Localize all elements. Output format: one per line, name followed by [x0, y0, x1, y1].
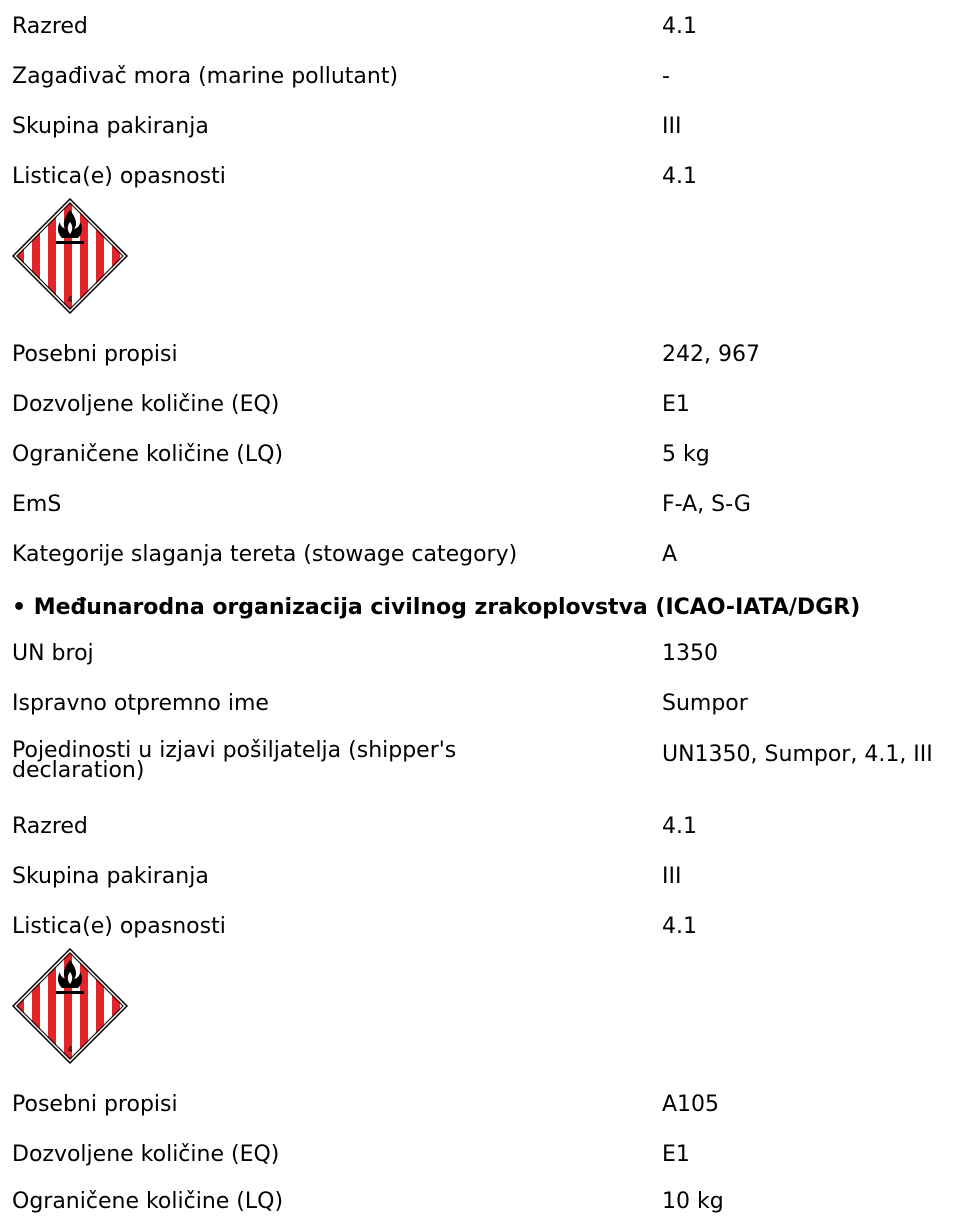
row-label: Ograničene količine (LQ) [12, 442, 284, 467]
row-label: UN broj [12, 641, 94, 666]
row-value: 4.1 [662, 14, 697, 39]
row-label: Razred [12, 814, 88, 839]
row-value: A [662, 542, 678, 567]
row-label: Dozvoljene količine (EQ) [12, 392, 280, 417]
row-label: Razred [12, 14, 88, 39]
placard-stripe [32, 948, 40, 1064]
row-value: E1 [662, 392, 690, 417]
row-label: Zagađivač mora (marine pollutant) [12, 64, 399, 89]
row-label: Skupina pakiranja [12, 114, 209, 139]
placard-stripe [112, 948, 120, 1064]
flammable-solid-placard-icon [12, 948, 128, 1064]
row-value: E1 [662, 1142, 690, 1167]
row-value: 4.1 [662, 814, 697, 839]
placard-stripe [96, 948, 104, 1064]
flammable-solid-placard-icon [12, 198, 128, 314]
row-value: III [662, 864, 682, 889]
row-label: Pojedinosti u izjavi pošiljatelja (shipper's declaration) [12, 738, 457, 783]
row-value: F-A, S-G [662, 492, 751, 517]
row-value: UN1350, Sumpor, 4.1, III [662, 742, 933, 767]
row-value: 1350 [662, 641, 718, 666]
row-label: Posebni propisi [12, 342, 178, 367]
row-value: A105 [662, 1092, 720, 1117]
placard-stripe [112, 198, 120, 314]
row-label: Ispravno otpremno ime [12, 691, 269, 716]
row-label: Listica(e) opasnosti [12, 164, 226, 189]
row-value: 242, 967 [662, 342, 760, 367]
row-value: Sumpor [662, 691, 748, 716]
placard-class-number: 4 [67, 1045, 73, 1054]
placard-class-number: 4 [67, 295, 73, 304]
row-label: Kategorije slaganja tereta (stowage category) [12, 542, 518, 567]
row-label: Skupina pakiranja [12, 864, 209, 889]
row-value: 5 kg [662, 442, 710, 467]
row-value: 4.1 [662, 164, 697, 189]
row-label: Listica(e) opasnosti [12, 914, 226, 939]
row-value: - [662, 64, 670, 89]
placard-graphic [12, 198, 128, 314]
placard-graphic [12, 948, 128, 1064]
row-value: 10 kg [662, 1189, 724, 1214]
row-label: Ograničene količine (LQ) [12, 1189, 284, 1214]
row-value: 4.1 [662, 914, 697, 939]
row-label: Posebni propisi [12, 1092, 178, 1117]
section-heading-air-transport: • Međunarodna organizacija civilnog zrakoplovstva (ICAO-IATA/DGR) [12, 595, 861, 620]
placard-stripe [96, 198, 104, 314]
row-label: Dozvoljene količine (EQ) [12, 1142, 280, 1167]
row-value: III [662, 114, 682, 139]
placard-stripe [32, 198, 40, 314]
row-label: EmS [12, 492, 62, 517]
